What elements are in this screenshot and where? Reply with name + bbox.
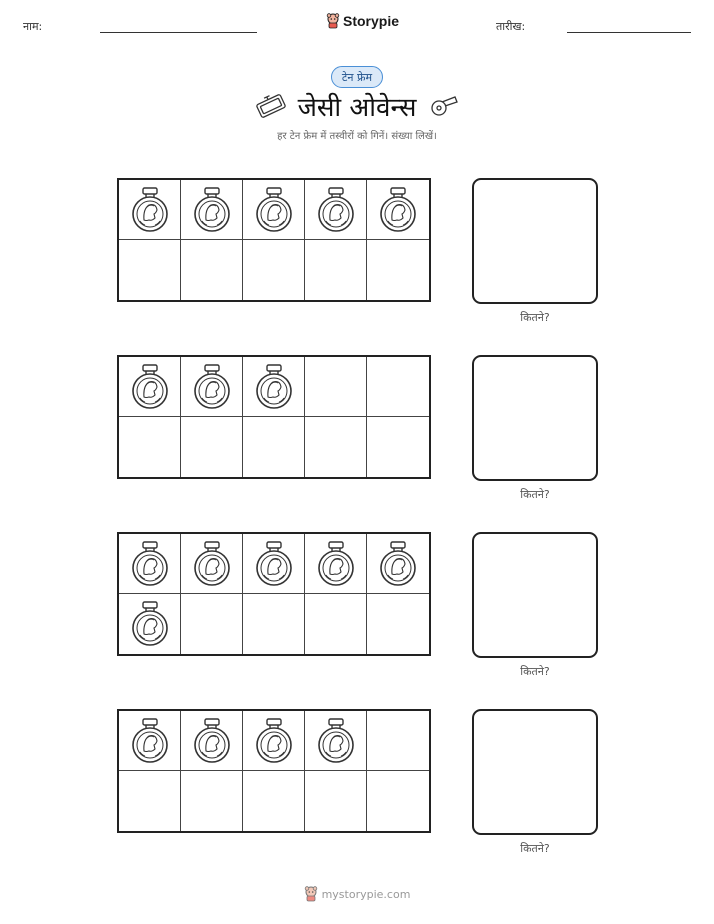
medal-icon	[254, 718, 294, 764]
medal-icon	[254, 541, 294, 587]
ten-frame-cell	[367, 240, 429, 300]
ten-frame-cell	[243, 594, 305, 654]
footer	[0, 886, 714, 902]
ten-frame-cell	[119, 180, 181, 240]
ten-frame-cell	[305, 534, 367, 594]
answer-box-4[interactable]	[472, 709, 598, 835]
ten-frame-cell	[367, 180, 429, 240]
ten-frame-cell	[243, 771, 305, 831]
ten-frame-cell	[181, 180, 243, 240]
ten-frame-cell	[367, 771, 429, 831]
whistle-icon	[428, 93, 460, 119]
topic-badge: टेन फ्रेम	[331, 66, 383, 88]
medal-icon	[130, 187, 170, 233]
ten-frame-cell	[243, 534, 305, 594]
medal-icon	[192, 364, 232, 410]
ten-frame-cell	[181, 534, 243, 594]
medal-icon	[254, 187, 294, 233]
ten-frame-3	[117, 532, 431, 656]
medal-icon	[316, 541, 356, 587]
name-label: नाम:	[23, 20, 43, 33]
date-line[interactable]	[567, 32, 691, 33]
ten-frame-2	[117, 355, 431, 479]
medal-icon	[378, 187, 418, 233]
ten-frame-cell	[367, 417, 429, 477]
medal-icon	[130, 364, 170, 410]
ten-frame-cell	[119, 240, 181, 300]
instructions: हर टेन फ्रेम में तस्वीरों को गिनें। संख्या लिखें।	[277, 131, 437, 142]
ten-frame-cell	[181, 357, 243, 417]
ten-frame-cell	[243, 417, 305, 477]
ten-frame-cell	[119, 534, 181, 594]
ten-frame-cell	[181, 771, 243, 831]
medal-icon	[378, 541, 418, 587]
ten-frame-cell	[181, 594, 243, 654]
date-label: तारीख:	[496, 20, 526, 33]
medal-icon	[192, 187, 232, 233]
ten-frame-cell	[119, 594, 181, 654]
ten-frame-cell	[119, 417, 181, 477]
ten-frame-cell	[367, 594, 429, 654]
medal-icon	[316, 718, 356, 764]
ten-frame-1	[117, 178, 431, 302]
medal-icon	[130, 718, 170, 764]
brand-name: Storypie	[343, 13, 400, 29]
answer-label-3: कितने?	[520, 665, 550, 678]
ten-frame-cell	[367, 357, 429, 417]
answer-box-1[interactable]	[472, 178, 598, 304]
ten-frame-cell	[305, 711, 367, 771]
ten-frame-cell	[119, 711, 181, 771]
ten-frame-4	[117, 709, 431, 833]
name-line[interactable]	[100, 32, 257, 33]
ten-frame-cell	[305, 417, 367, 477]
storypie-mascot-icon	[326, 13, 340, 29]
ten-frame-cell	[181, 711, 243, 771]
answer-label-2: कितने?	[520, 488, 550, 501]
answer-label-1: कितने?	[520, 311, 550, 324]
footer-site: mystorypie.com	[321, 887, 411, 901]
medal-icon	[192, 718, 232, 764]
answer-box-2[interactable]	[472, 355, 598, 481]
ten-frame-cell	[243, 180, 305, 240]
ten-frame-cell	[305, 180, 367, 240]
worksheet-title: जेसी ओवेन्स	[297, 93, 417, 123]
ten-frame-cell	[181, 240, 243, 300]
medal-icon	[316, 187, 356, 233]
medal-icon	[130, 541, 170, 587]
storypie-mascot-icon	[304, 886, 318, 902]
medal-icon	[254, 364, 294, 410]
ten-frame-cell	[181, 417, 243, 477]
ten-frame-cell	[305, 771, 367, 831]
ten-frame-cell	[305, 357, 367, 417]
answer-label-4: कितने?	[520, 842, 550, 855]
medal-icon	[192, 541, 232, 587]
answer-box-3[interactable]	[472, 532, 598, 658]
ten-frame-cell	[243, 711, 305, 771]
ten-frame-cell	[243, 357, 305, 417]
ten-frame-cell	[367, 711, 429, 771]
medal-icon	[130, 601, 170, 647]
ten-frame-cell	[305, 594, 367, 654]
brand-logo	[326, 13, 399, 29]
ten-frame-cell	[305, 240, 367, 300]
ten-frame-cell	[367, 534, 429, 594]
ten-frame-cell	[119, 357, 181, 417]
ten-frame-cell	[243, 240, 305, 300]
ten-frame-cell	[119, 771, 181, 831]
